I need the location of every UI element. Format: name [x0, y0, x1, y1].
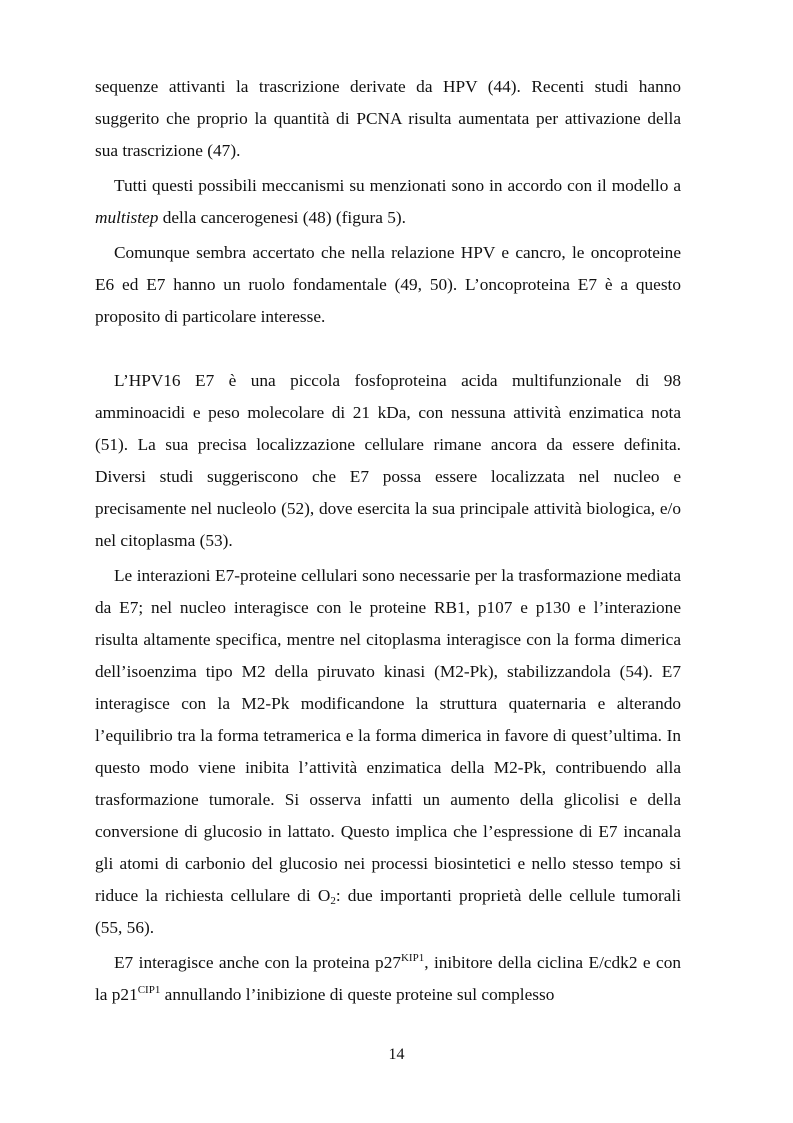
- paragraph-3: Comunque sembra accertato che nella relazione HPV e cancro, le oncoproteine E6 ed E7 hanno un ruolo fondamentale (49, 50). L’oncoproteina E7 è a questo proposito di particolare interesse.: [95, 243, 681, 326]
- document-body: [95, 71, 681, 1014]
- emphasis-multistep: multistep: [95, 208, 159, 227]
- subscript-2: 2: [330, 895, 336, 907]
- superscript-kip1: KIP1: [400, 952, 425, 964]
- paragraph-5: Le interazioni E7-proteine cellulari sono necessarie per la trasformazione mediata da E7; nel nucleo interagisce con le proteine RB1, p107 e p130 e l’interazione risulta altamente specifica, mentre nel citoplasma interagisce con la forma dimerica dell’isoenzima tipo M2 della piruvato kinasi (M2-Pk), stabilizzandola (54). E7 interagisce con la M2-Pk modificandone la struttura quaternaria e alterando l’equilibrio tra la forma tetramerica e la forma dimerica in favore di quest’ultima. In questo modo viene inibita l’attività enzimatica della M2-Pk, contribuendo alla trasformazione tumorale. Si osserva infatti un aumento della glicolisi e della conversione di glucosio in lattato. Questo implica che l’espressione di E7 incanala gli atomi di carbonio del glucosio nei processi biosintetici e nello stesso tempo si riduce la richiesta cellulare di $O_2$: due importanti proprietà delle cellule tumorali (55, 56).: [95, 566, 681, 937]
- paragraph-1: sequenze attivanti la trascrizione derivate da HPV (44). Recenti studi hanno suggerito che proprio la quantità di PCNA risulta aumentata per attivazione della sua trascrizione (47).: [95, 77, 681, 160]
- paragraph-6: E7 interagisce anche con la proteina $p27^{KIP1}$, inibitore della ciclina E/cdk2 e con la $p21^{CIP1}$ annullando l’inibizione di queste proteine sul complesso: [95, 952, 681, 1004]
- paragraph-4: L’HPV16 E7 è una piccola fosfoproteina acida multifunzionale di 98 amminoacidi e peso molecolare di 21 kDa, con nessuna attività enzimatica nota (51). La sua precisa localizzazione cellulare rimane ancora da essere definita. Diversi studi suggeriscono che E7 possa essere localizzata nel nucleo e precisamente nel nucleolo (52), dove esercita la sua principale attività biologica, e/o nel citoplasma (53).: [95, 371, 681, 550]
- paragraph-2: Tutti questi possibili meccanismi su menzionati sono in accordo con il modello a multistep della cancerogenesi (48) (figura 5).: [95, 176, 681, 227]
- superscript-cip1: CIP1: [137, 984, 161, 996]
- page-number: 14: [388, 1046, 405, 1063]
